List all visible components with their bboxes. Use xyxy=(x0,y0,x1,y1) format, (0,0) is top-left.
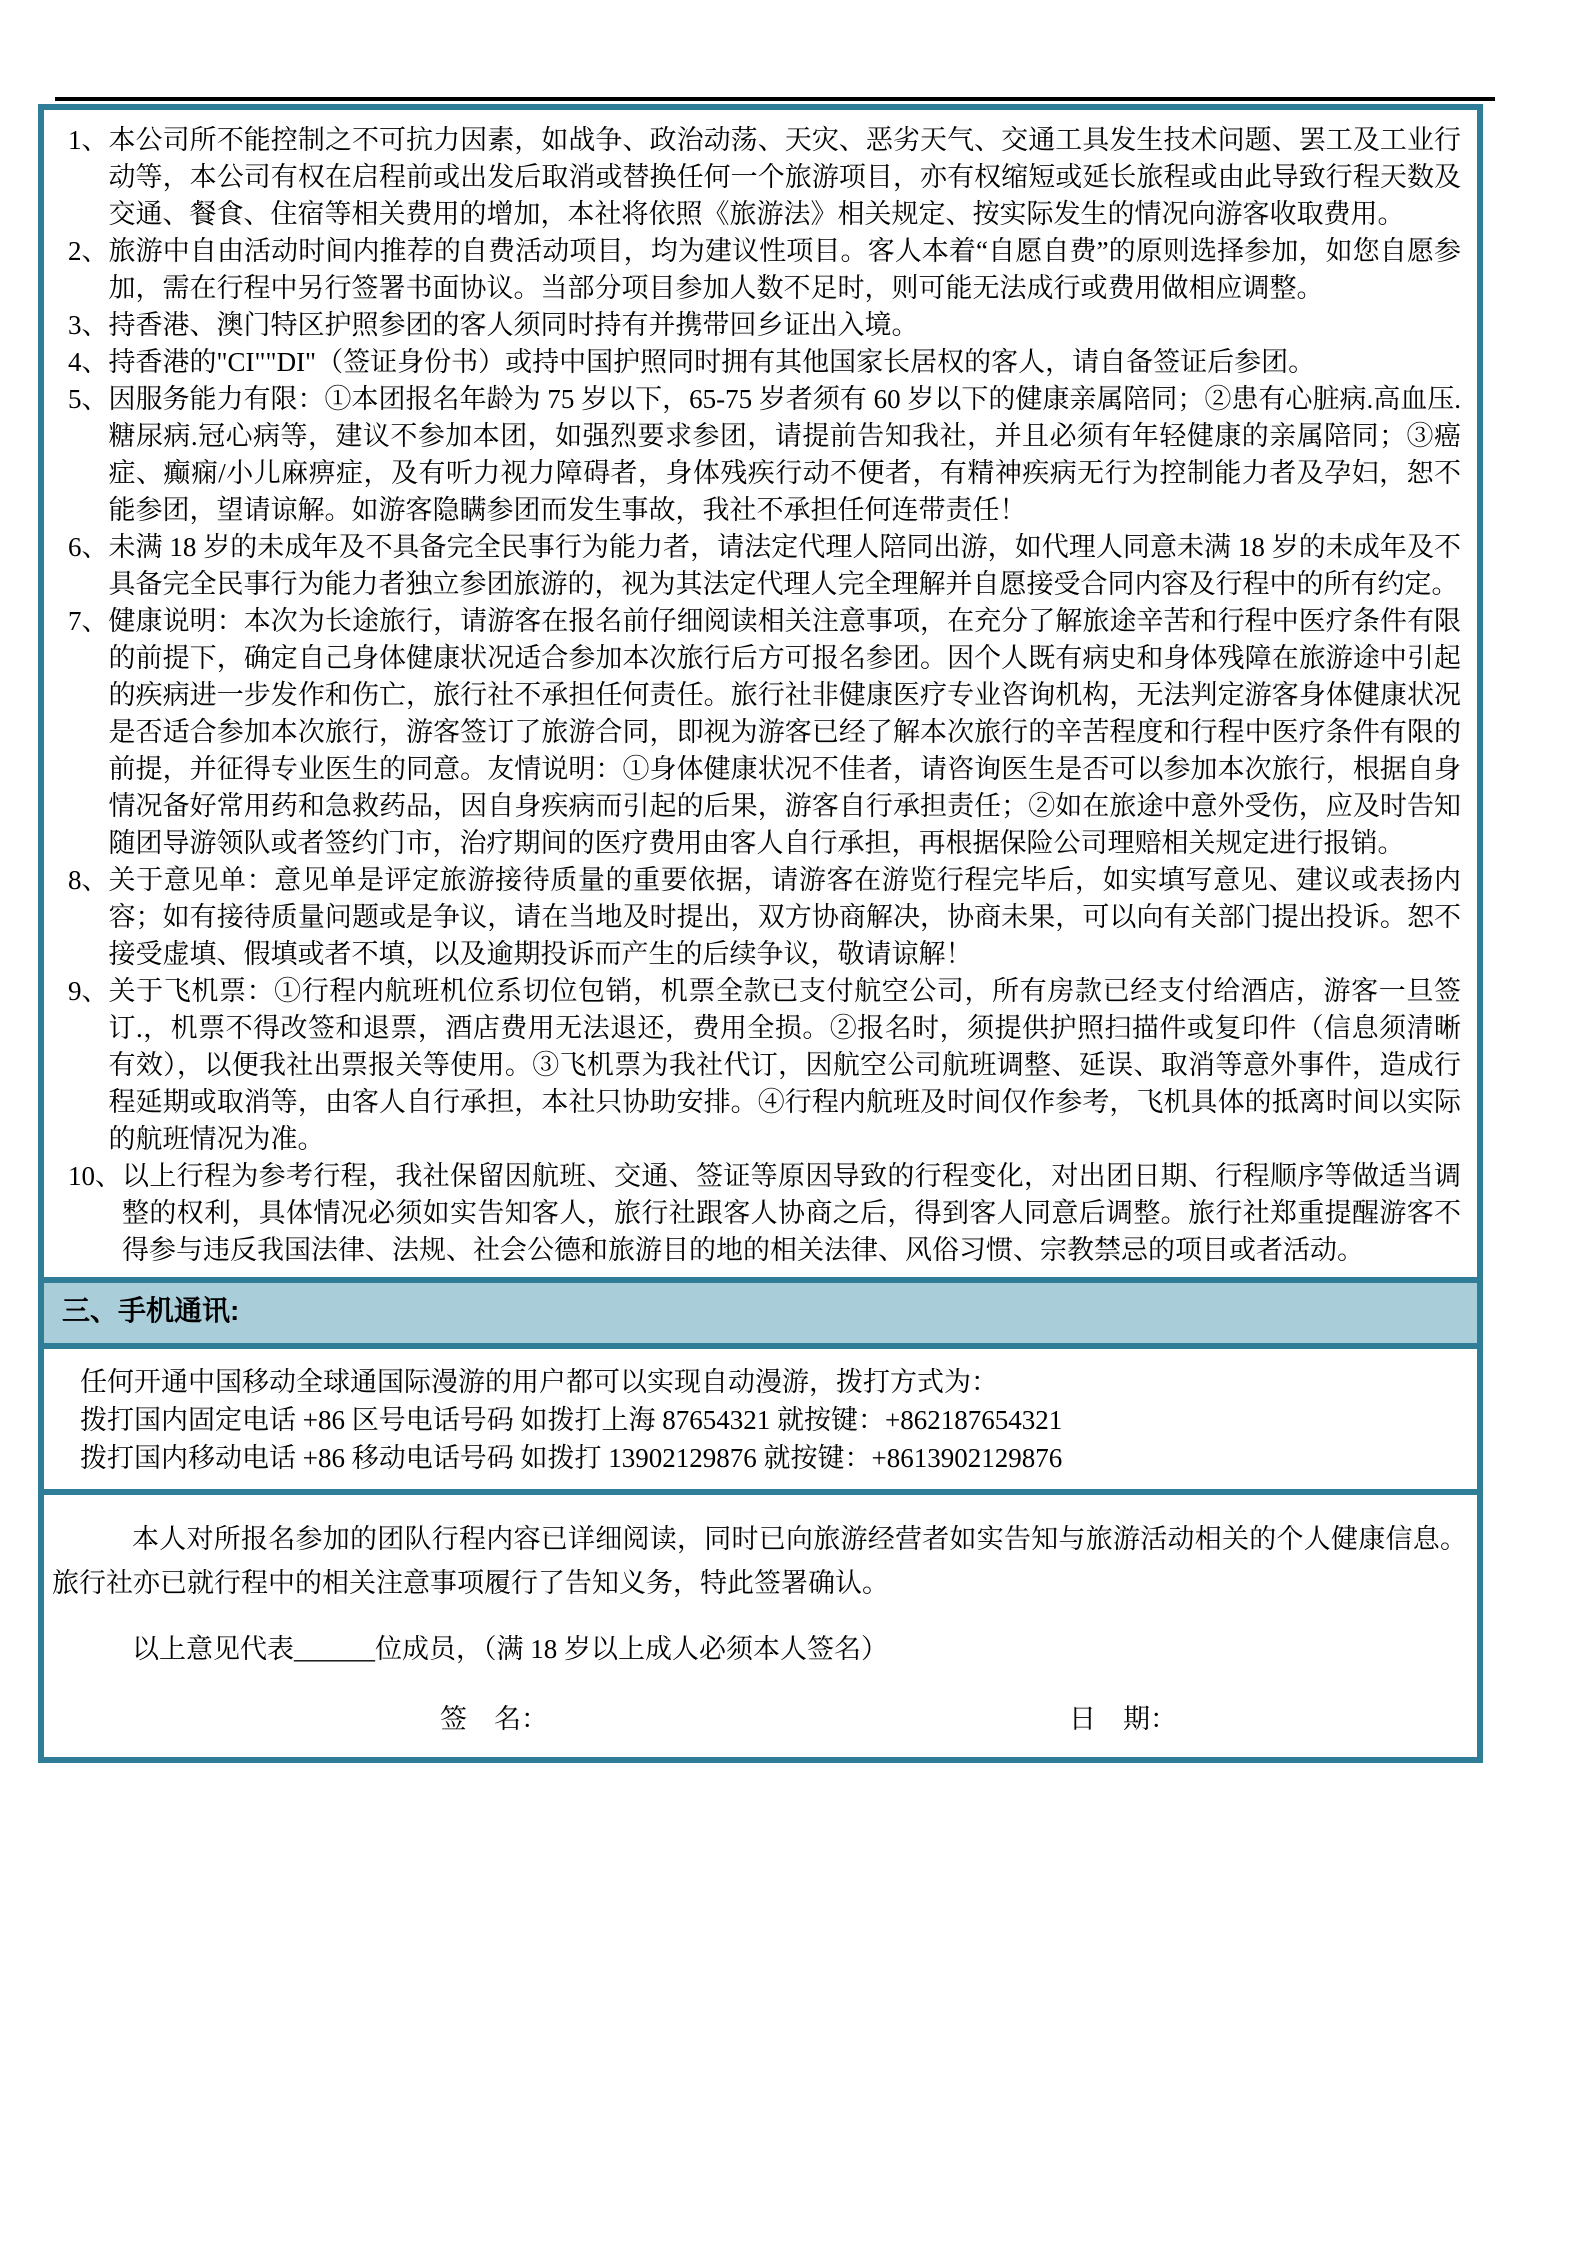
term-text: 健康说明：本次为长途旅行，请游客在报名前仔细阅读相关注意事项，在充分了解旅途辛苦和行程中医疗条件有限的前提下，确定自己身体健康状况适合参加本次旅行后方可报名参团。因个人既有病史和身体残障在旅游途中引起的疾病进一步发作和伤亡，旅行社不承担任何责任。旅行社非健康医疗专业咨询机构，无法判定游客身体健康状况是否适合参加本次旅行，游客签订了旅游合同，即视为游客已经了解本次旅行的辛苦程度和行程中医疗条件有限的前提，并征得专业医生的同意。友情说明：①身体健康状况不佳者，请咨询医生是否可以参加本次旅行，根据自身情况备好常用药和急救药品，因自身疾病而引起的后果，游客自行承担责任；②如在旅途中意外受伤，应及时告知随团导游领队或者签约门市，治疗期间的医疗费用由客人自行承担，再根据保险公司理赔相关规定进行报销。 xyxy=(108,606,1461,858)
term-item xyxy=(68,233,1461,307)
term-text: 因服务能力有限：①本团报名年龄为 75 岁以下，65-75 岁者须有 60 岁以下的健康亲属陪同；②患有心脏病.高血压.糖尿病.冠心病等，建议不参加本团，如强烈要求参团，请提前告知我社，并且必须有年轻健康的亲属陪同；③癌症、癫痫/小儿麻痹症，及有听力视力障碍者，身体残疾行动不便者，有精神疾病无行为控制能力者及孕妇，恕不能参团，望请谅解。如游客隐瞒参团而发生事故，我社不承担任何连带责任！ xyxy=(108,384,1461,525)
top-black-rule xyxy=(55,97,1495,101)
term-text: 本公司所不能控制之不可抗力因素，如战争、政治动荡、天灾、恶劣天气、交通工具发生技术问题、罢工及工业行动等，本公司有权在启程前或出发后取消或替换任何一个旅游项目，亦有权缩短或延长旅程或由此导致行程天数及交通、餐食、住宿等相关费用的增加，本社将依照《旅游法》相关规定、按实际发生的情况向游客收取费用。 xyxy=(108,125,1461,229)
confirmation-section xyxy=(44,1495,1477,1757)
term-item xyxy=(68,344,1461,381)
phone-landline-instruction: 拨打国内固定电话 +86 区号电话号码 如拨打上海 87654321 就按键：+862187654321 xyxy=(80,1405,1063,1435)
term-number: 8、 xyxy=(68,865,109,895)
term-number: 10、 xyxy=(68,1161,122,1191)
term-number: 6、 xyxy=(68,532,109,562)
term-item xyxy=(68,529,1461,603)
term-item xyxy=(68,1158,1461,1269)
term-item xyxy=(68,122,1461,233)
term-number: 3、 xyxy=(68,310,109,340)
term-text: 关于飞机票：①行程内航班机位系切位包销，机票全款已支付航空公司，所有房款已经支付给酒店，游客一旦签订.，机票不得改签和退票，酒店费用无法退还，费用全损。②报名时，须提供护照扫描件或复印件（信息须清晰有效），以便我社出票报关等使用。③飞机票为我社代订，因航空公司航班调整、延误、取消等意外事件，造成行程延期或取消等，由客人自行承担，本社只协助安排。④行程内航班及时间仅作参考，飞机具体的抵离时间以实际的航班情况为准。 xyxy=(108,976,1461,1154)
signature-row xyxy=(52,1699,1467,1739)
term-number: 4、 xyxy=(68,347,109,377)
term-item xyxy=(68,862,1461,973)
term-text: 关于意见单：意见单是评定旅游接待质量的重要依据，请游客在游览行程完毕后，如实填写意见、建议或表扬内容；如有接待质量问题或是争议，请在当地及时提出，双方协商解决，协商未果，可以向有关部门提出投诉。恕不接受虚填、假填或者不填，以及逾期投诉而产生的后续争议，敬请谅解！ xyxy=(108,865,1461,969)
term-item xyxy=(68,381,1461,529)
term-text: 持香港、澳门特区护照参团的客人须同时持有并携带回乡证出入境。 xyxy=(108,310,919,340)
phone-roaming-section xyxy=(44,1349,1477,1495)
section-title: 三、手机通讯: xyxy=(62,1295,240,1326)
date-label: 日 期： xyxy=(1069,1704,1177,1734)
term-item xyxy=(68,307,1461,344)
terms-list xyxy=(44,110,1477,1283)
section-header-mobile-comms xyxy=(44,1283,1477,1349)
term-number: 5、 xyxy=(68,384,109,414)
term-number: 9、 xyxy=(68,976,109,1006)
term-text: 未满 18 岁的未成年及不具备完全民事行为能力者，请法定代理人陪同出游，如代理人同意未满 18 岁的未成年及不具备完全民事行为能力者独立参团旅游的，视为其法定代理人完全理解并自愿接受合同内容及行程中的所有约定。 xyxy=(108,532,1461,599)
phone-mobile-instruction: 拨打国内移动电话 +86 移动电话号码 如拨打 13902129876 就按键：+8613902129876 xyxy=(80,1443,1063,1473)
term-number: 2、 xyxy=(68,236,109,266)
term-item xyxy=(68,973,1461,1158)
confirmation-paragraph: 本人对所报名参加的团队行程内容已详细阅读，同时已向旅游经营者如实告知与旅游活动相关的个人健康信息。旅行社亦已就行程中的相关注意事项履行了告知义务，特此签署确认。 xyxy=(52,1524,1467,1598)
members-count-line: 以上意见代表______位成员，（满 18 岁以上成人必须本人签名） xyxy=(132,1634,888,1664)
travel-notice-document xyxy=(38,104,1483,1763)
phone-roaming-intro: 任何开通中国移动全球通国际漫游的用户都可以实现自动漫游，拨打方式为： xyxy=(80,1367,998,1397)
term-number: 7、 xyxy=(68,606,109,636)
term-item xyxy=(68,603,1461,862)
term-text: 以上行程为参考行程，我社保留因航班、交通、签证等原因导致的行程变化，对出团日期、行程顺序等做适当调整的权利，具体情况必须如实告知客人，旅行社跟客人协商之后，得到客人同意后调整。旅行社郑重提醒游客不得参与违反我国法律、法规、社会公德和旅游目的地的相关法律、风俗习惯、宗教禁忌的项目或者活动。 xyxy=(122,1161,1461,1265)
term-number: 1、 xyxy=(68,125,109,155)
signature-label: 签 名： xyxy=(440,1704,548,1734)
term-text: 持香港的"CI""DI"（签证身份书）或持中国护照同时拥有其他国家长居权的客人，请自备签证后参团。 xyxy=(108,347,1316,377)
term-text: 旅游中自由活动时间内推荐的自费活动项目，均为建议性项目。客人本着“自愿自费”的原则选择参加，如您自愿参加，需在行程中另行签署书面协议。当部分项目参加人数不足时，则可能无法成行或费用做相应调整。 xyxy=(108,236,1461,303)
